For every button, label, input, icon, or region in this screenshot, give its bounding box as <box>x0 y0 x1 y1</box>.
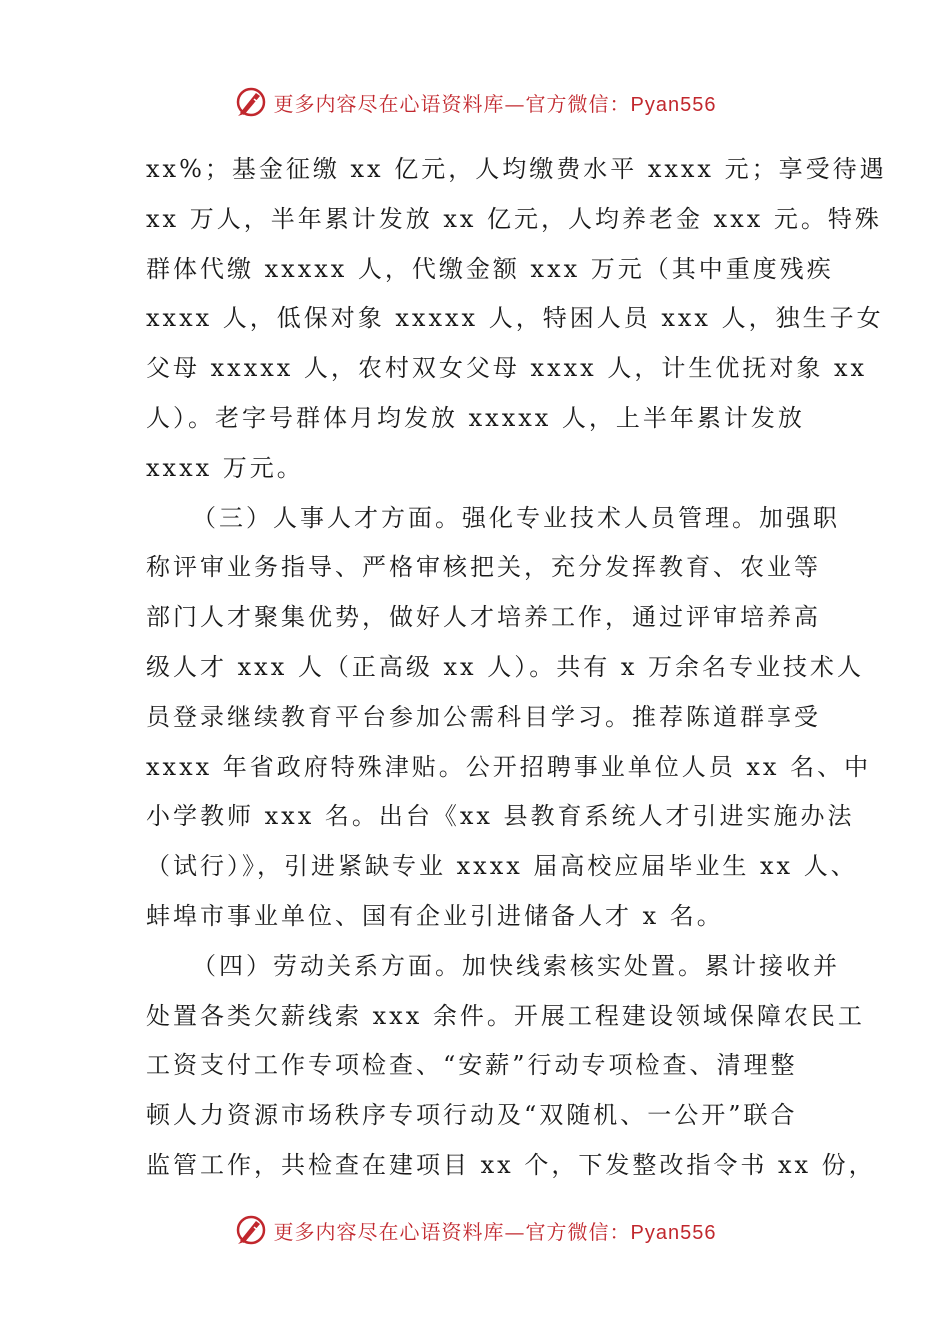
body-line: xxxx 年省政府特殊津贴。公开招聘事业单位人员 xx 名、中 <box>146 752 872 781</box>
body-line: 群体代缴 xxxxx 人，代缴金额 xxx 万元（其中重度残疾 <box>146 254 834 283</box>
body-line: 员登录继续教育平台参加公需科目学习。推荐陈道群享受 <box>146 702 821 731</box>
body-line: 工资支付工作专项检查、“安薪”行动专项检查、清理整 <box>146 1051 798 1080</box>
body-line: xx%；基金征缴 xx 亿元，人均缴费水平 xxxx 元；享受待遇 <box>146 155 887 183</box>
body-line: 小学教师 xxx 名。出台《xx 县教育系统人才引进实施办法 <box>146 802 855 831</box>
header-banner-dash: — <box>504 91 526 116</box>
header-banner <box>0 82 950 122</box>
section-four-heading-line: （四）劳动关系方面。加快线索核实处置。累计接收并 <box>192 951 840 980</box>
body-line: 监管工作，共检查在建项目 xx 个，下发整改指令书 xx 份， <box>146 1150 876 1179</box>
footer-banner-wx: 官方微信： <box>525 1219 631 1244</box>
body-line: （试行）》，引进紧缺专业 xxxx 届高校应届毕业生 xx 人、 <box>146 852 858 881</box>
header-banner-text <box>274 88 717 117</box>
body-line: xxxx 人，低保对象 xxxxx 人，特困人员 xxx 人，独生子女 <box>146 304 884 333</box>
footer-banner-text <box>274 1216 717 1245</box>
pen-logo-icon <box>234 1213 268 1247</box>
document-body <box>146 145 887 1191</box>
body-line: xx 万人，半年累计发放 xx 亿元，人均养老金 xxx 元。特殊 <box>146 204 882 233</box>
footer-banner-dash: — <box>504 1219 526 1244</box>
body-line: 级人才 xxx 人（正高级 xx 人）。共有 x 万余名专业技术人 <box>146 652 864 681</box>
pen-logo-icon <box>234 85 268 119</box>
header-banner-wx: 官方微信： <box>525 91 631 116</box>
footer-banner-main: 更多内容尽在心语资料库 <box>273 1219 505 1244</box>
body-line: 部门人才聚集优势，做好人才培养工作，通过评审培养高 <box>146 603 821 632</box>
body-line: 蚌埠市事业单位、国有企业引进储备人才 x 名。 <box>146 901 724 930</box>
body-line: 人）。老字号群体月均发放 xxxxx 人，上半年累计发放 <box>146 403 805 432</box>
section-three-heading-line: （三）人事人才方面。强化专业技术人员管理。加强职 <box>192 503 840 532</box>
footer-banner-id: Pyan556 <box>630 1221 717 1244</box>
header-banner-id: Pyan556 <box>630 93 717 116</box>
body-line: xxxx 万元。 <box>146 453 304 482</box>
footer-banner <box>0 1210 950 1250</box>
body-line: 父母 xxxxx 人，农村双女父母 xxxx 人，计生优抚对象 xx <box>146 354 868 383</box>
body-line: 处置各类欠薪线索 xxx 余件。开展工程建设领域保障农民工 <box>146 1001 865 1030</box>
body-line: 称评审业务指导、严格审核把关，充分发挥教育、农业等 <box>146 553 821 582</box>
header-banner-main: 更多内容尽在心语资料库 <box>273 91 505 116</box>
body-line: 顿人力资源市场秩序专项行动及“双随机、一公开”联合 <box>146 1101 798 1130</box>
